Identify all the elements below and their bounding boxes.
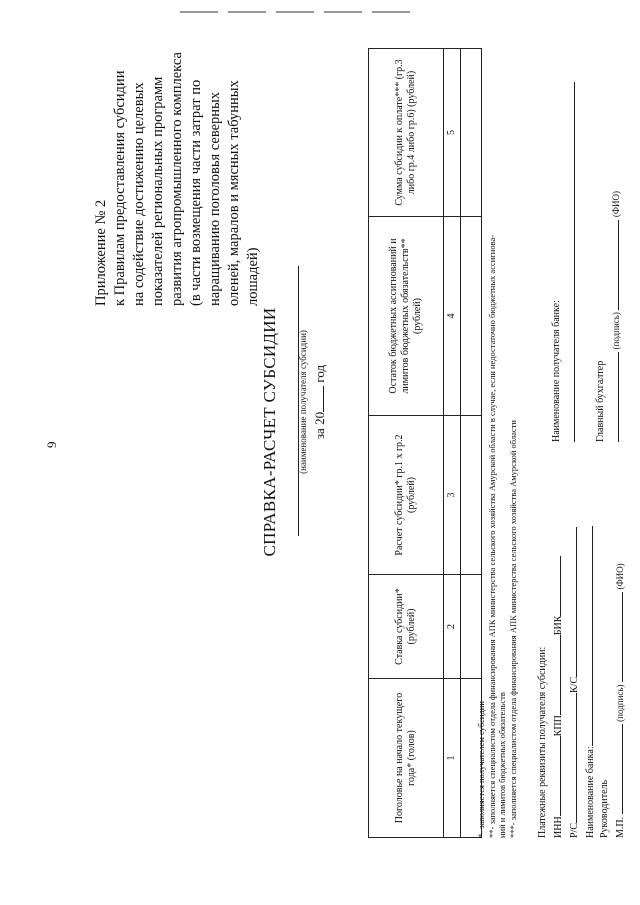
table-number-cell: 3	[444, 416, 461, 575]
table-number-cell: 4	[444, 217, 461, 416]
recipient-bank-block	[536, 52, 624, 442]
head-row	[598, 458, 612, 838]
recipient-bank-name-row	[550, 52, 564, 442]
table-number-cell: 1	[444, 679, 461, 838]
fio-hint: (ФИО)	[611, 191, 621, 218]
scan-edge-marks	[180, 0, 480, 6]
footnote: ний и лимитов бюджетных обязательств	[497, 692, 507, 838]
head-fio-line	[612, 592, 623, 682]
appendix-line: (в части возмещения части затрат по	[188, 79, 204, 306]
footnote: ***- заполняется специалистом отдела финансирования АПК министерства сельского хозяйства Амурской области	[507, 420, 518, 838]
recipient-bank-name-line	[564, 82, 575, 442]
recipient-hint: (наименование получателя субсидии)	[298, 330, 308, 474]
table-header-cell: Ставка субсидии* (рублей)	[369, 575, 444, 679]
ks-label: К/С	[569, 676, 580, 693]
requisites-label: Платежные реквизиты получателя субсидии:	[537, 646, 548, 838]
footnote: **- заполняется специалистом отдела финансирования АПК министерства сельского хозяйства Амурской области в случае, если недостаточно бюджетных ассигнова-	[486, 234, 497, 838]
rs-ks-row	[566, 458, 582, 838]
ks-line	[566, 527, 577, 677]
appendix-line: Приложение № 2	[93, 199, 109, 306]
year-blank	[312, 386, 324, 412]
spacer-row	[580, 52, 594, 442]
signature-hint: (подпись)	[615, 684, 625, 722]
appendix-line: к Правилам предоставления субсидии	[112, 70, 128, 306]
kpp-label: КПП	[553, 715, 564, 737]
head-label: Руководитель	[599, 779, 610, 838]
inn-line	[550, 736, 561, 816]
appendix-line: на содействие достижению целевых	[131, 82, 147, 306]
subsidy-table	[368, 48, 482, 838]
footnote: *- заполняется получателем субсидии	[476, 701, 486, 838]
head-signature-line	[612, 724, 623, 814]
rotated-document-page	[30, 42, 630, 862]
bank-name-label: Наименование банка:	[585, 746, 596, 838]
rs-line	[566, 693, 577, 823]
head-signature-row	[612, 458, 628, 838]
page-number: 9	[44, 441, 59, 448]
kpp-line	[550, 635, 561, 715]
chief-accountant-label: Главный бухгалтер	[595, 360, 606, 442]
spacer-row	[536, 52, 550, 442]
table-header-row	[369, 49, 444, 838]
bik-label: БИК	[553, 615, 564, 636]
requisites-block	[536, 458, 628, 838]
chief-signature-row	[608, 52, 624, 442]
fio-hint: (ФИО)	[615, 563, 625, 590]
bik-line	[550, 556, 561, 616]
rs-label: Р/С	[569, 822, 580, 838]
bank-name-row	[582, 458, 598, 838]
table-header-cell: Поголовье на начало текущего года* (голов)	[369, 679, 444, 838]
table-header-cell: Остаток бюджетных ассигнований и лимитов бюджетных обязательств** (рублей)	[369, 217, 444, 416]
inn-label: ИНН	[553, 816, 564, 838]
table-header-cell: Сумма субсидии к оплате*** (гр.3 либо гр.4 либо гр.6) (рублей)	[369, 49, 444, 217]
footnotes	[476, 58, 518, 838]
period-line	[312, 322, 328, 482]
appendix-line: оленей, маралов и мясных табунных	[226, 80, 242, 306]
table-number-cell: 5	[444, 49, 461, 217]
table-number-row	[444, 49, 461, 838]
recipient-bank-name-line-row	[564, 52, 580, 442]
chief-signature-line	[608, 352, 619, 442]
appendix-line: развития агропромышленного комплекса	[169, 52, 185, 306]
chief-fio-line	[608, 220, 619, 310]
recipient-bank-name-label: Наименование получателя банке:	[551, 300, 562, 442]
appendix-line: наращиванию поголовья северных	[207, 91, 223, 306]
appendix-block	[92, 46, 263, 306]
signature-hint: (подпись)	[611, 312, 621, 350]
period-suffix: год	[312, 364, 327, 383]
mp-label: М.П.	[615, 816, 626, 838]
appendix-line: лошадей)	[245, 247, 261, 306]
period-prefix: за 20	[312, 411, 327, 440]
inn-kpp-bik-row	[550, 458, 566, 838]
chief-accountant-row	[594, 52, 608, 442]
appendix-line: показателей региональных программ	[150, 76, 166, 306]
document-title: СПРАВКА-РАСЧЕТ СУБСИДИИ	[260, 307, 279, 557]
table-header-cell: Расчет субсидии* гр.1 х гр.2 (рублей)	[369, 416, 444, 575]
table-number-cell: 2	[444, 575, 461, 679]
bank-name-line	[582, 526, 593, 746]
